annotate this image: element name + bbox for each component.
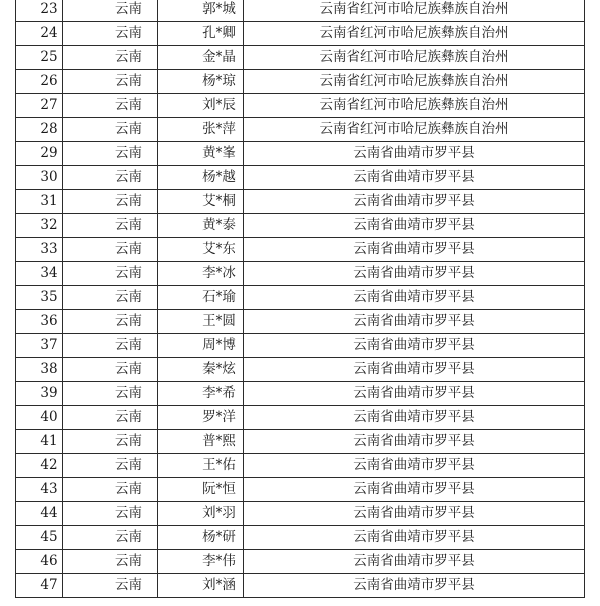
row-number: 25: [16, 46, 63, 70]
province-cell: 云南: [63, 238, 158, 262]
address-cell: 云南省曲靖市罗平县: [244, 526, 585, 550]
province-cell: 云南: [63, 214, 158, 238]
row-number: 27: [16, 94, 63, 118]
name-cell: 李*伟: [158, 550, 244, 574]
row-number: 40: [16, 406, 63, 430]
name-cell: 普*熙: [158, 430, 244, 454]
address-cell: 云南省曲靖市罗平县: [244, 238, 585, 262]
table-row: [16, 238, 585, 262]
address-cell: 云南省红河市哈尼族彝族自治州: [244, 70, 585, 94]
address-cell: 云南省曲靖市罗平县: [244, 478, 585, 502]
row-number: 28: [16, 118, 63, 142]
address-cell: 云南省曲靖市罗平县: [244, 358, 585, 382]
table-row: [16, 406, 585, 430]
row-number: 44: [16, 502, 63, 526]
name-cell: 阮*恒: [158, 478, 244, 502]
table-row: [16, 358, 585, 382]
name-cell: 王*佑: [158, 454, 244, 478]
address-cell: 云南省红河市哈尼族彝族自治州: [244, 0, 585, 22]
row-number: 33: [16, 238, 63, 262]
row-number: 30: [16, 166, 63, 190]
table-row: [16, 94, 585, 118]
row-number: 26: [16, 70, 63, 94]
address-cell: 云南省曲靖市罗平县: [244, 262, 585, 286]
province-cell: 云南: [63, 478, 158, 502]
address-cell: 云南省曲靖市罗平县: [244, 214, 585, 238]
table-row: [16, 214, 585, 238]
province-cell: 云南: [63, 430, 158, 454]
province-cell: 云南: [63, 166, 158, 190]
province-cell: 云南: [63, 502, 158, 526]
province-cell: 云南: [63, 94, 158, 118]
table-row: [16, 0, 585, 22]
table-row: [16, 430, 585, 454]
address-cell: 云南省红河市哈尼族彝族自治州: [244, 46, 585, 70]
address-cell: 云南省曲靖市罗平县: [244, 430, 585, 454]
name-cell: 艾*桐: [158, 190, 244, 214]
row-number: 38: [16, 358, 63, 382]
name-cell: 周*博: [158, 334, 244, 358]
province-cell: 云南: [63, 0, 158, 22]
name-cell: 刘*涵: [158, 574, 244, 598]
row-number: 42: [16, 454, 63, 478]
table-row: [16, 574, 585, 598]
table-row: [16, 550, 585, 574]
row-number: 47: [16, 574, 63, 598]
address-cell: 云南省红河市哈尼族彝族自治州: [244, 118, 585, 142]
name-cell: 黄*泰: [158, 214, 244, 238]
province-cell: 云南: [63, 358, 158, 382]
row-number: 32: [16, 214, 63, 238]
address-cell: 云南省曲靖市罗平县: [244, 502, 585, 526]
province-cell: 云南: [63, 334, 158, 358]
table-row: [16, 454, 585, 478]
row-number: 35: [16, 286, 63, 310]
province-cell: 云南: [63, 574, 158, 598]
table-row: [16, 310, 585, 334]
name-cell: 张*萍: [158, 118, 244, 142]
roster-table: [15, 0, 585, 598]
table-row: [16, 262, 585, 286]
province-cell: 云南: [63, 526, 158, 550]
table-row: [16, 22, 585, 46]
row-number: 46: [16, 550, 63, 574]
table-row: [16, 142, 585, 166]
address-cell: 云南省红河市哈尼族彝族自治州: [244, 22, 585, 46]
province-cell: 云南: [63, 550, 158, 574]
name-cell: 杨*琼: [158, 70, 244, 94]
address-cell: 云南省曲靖市罗平县: [244, 334, 585, 358]
table-row: [16, 478, 585, 502]
table-row: [16, 190, 585, 214]
row-number: 41: [16, 430, 63, 454]
name-cell: 罗*洋: [158, 406, 244, 430]
address-cell: 云南省曲靖市罗平县: [244, 142, 585, 166]
row-number: 36: [16, 310, 63, 334]
table-row: [16, 382, 585, 406]
address-cell: 云南省曲靖市罗平县: [244, 190, 585, 214]
table-row: [16, 46, 585, 70]
name-cell: 李*冰: [158, 262, 244, 286]
province-cell: 云南: [63, 118, 158, 142]
table-row: [16, 286, 585, 310]
address-cell: 云南省曲靖市罗平县: [244, 550, 585, 574]
name-cell: 王*圆: [158, 310, 244, 334]
name-cell: 黄*峯: [158, 142, 244, 166]
address-cell: 云南省曲靖市罗平县: [244, 310, 585, 334]
row-number: 23: [16, 0, 63, 22]
row-number: 34: [16, 262, 63, 286]
name-cell: 金*晶: [158, 46, 244, 70]
name-cell: 杨*研: [158, 526, 244, 550]
name-cell: 郭*城: [158, 0, 244, 22]
roster-table-body: [16, 0, 585, 598]
table-row: [16, 166, 585, 190]
table-row: [16, 526, 585, 550]
row-number: 43: [16, 478, 63, 502]
address-cell: 云南省曲靖市罗平县: [244, 286, 585, 310]
name-cell: 刘*辰: [158, 94, 244, 118]
province-cell: 云南: [63, 142, 158, 166]
name-cell: 秦*炫: [158, 358, 244, 382]
province-cell: 云南: [63, 406, 158, 430]
row-number: 45: [16, 526, 63, 550]
province-cell: 云南: [63, 382, 158, 406]
province-cell: 云南: [63, 46, 158, 70]
province-cell: 云南: [63, 190, 158, 214]
table-row: [16, 334, 585, 358]
name-cell: 李*希: [158, 382, 244, 406]
name-cell: 杨*越: [158, 166, 244, 190]
name-cell: 孔*卿: [158, 22, 244, 46]
address-cell: 云南省曲靖市罗平县: [244, 574, 585, 598]
province-cell: 云南: [63, 22, 158, 46]
table-row: [16, 118, 585, 142]
table-row: [16, 502, 585, 526]
row-number: 37: [16, 334, 63, 358]
province-cell: 云南: [63, 454, 158, 478]
address-cell: 云南省曲靖市罗平县: [244, 382, 585, 406]
address-cell: 云南省曲靖市罗平县: [244, 406, 585, 430]
row-number: 39: [16, 382, 63, 406]
name-cell: 刘*羽: [158, 502, 244, 526]
address-cell: 云南省红河市哈尼族彝族自治州: [244, 94, 585, 118]
province-cell: 云南: [63, 70, 158, 94]
name-cell: 艾*东: [158, 238, 244, 262]
table-row: [16, 70, 585, 94]
address-cell: 云南省曲靖市罗平县: [244, 454, 585, 478]
row-number: 31: [16, 190, 63, 214]
address-cell: 云南省曲靖市罗平县: [244, 166, 585, 190]
province-cell: 云南: [63, 310, 158, 334]
name-cell: 石*瑜: [158, 286, 244, 310]
province-cell: 云南: [63, 286, 158, 310]
row-number: 24: [16, 22, 63, 46]
province-cell: 云南: [63, 262, 158, 286]
row-number: 29: [16, 142, 63, 166]
